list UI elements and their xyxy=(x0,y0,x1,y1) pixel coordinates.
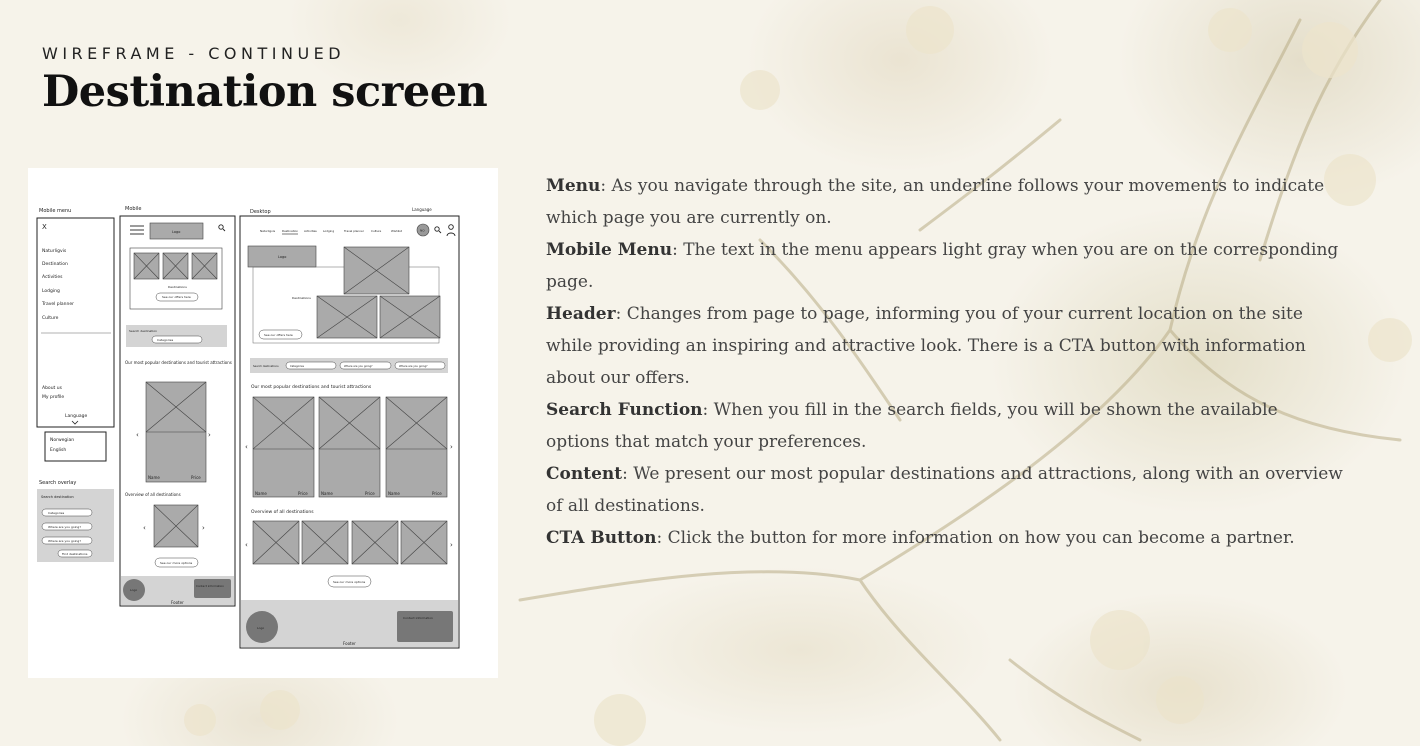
description-text: : When you fill in the search fields, you will be shown the available options that match your preferences. xyxy=(546,400,1278,452)
mobile-search-label: Search destination xyxy=(129,329,158,333)
description-text: : We present our most popular destinations and attractions, along with an overview of all destinations. xyxy=(546,464,1343,516)
desktop-language-label: Language xyxy=(412,207,432,212)
chevron-left-icon: ‹ xyxy=(245,443,248,451)
desktop-nav-item: Activities xyxy=(304,229,317,233)
desktop-hero-caption: Destinations xyxy=(292,296,311,300)
chevron-left-icon: ‹ xyxy=(136,431,139,439)
description-text: : Click the button for more information on how you can become a partner. xyxy=(656,528,1295,548)
desktop-nav-item: Wishlist xyxy=(391,229,402,233)
mobile-menu-label: Mobile menu xyxy=(39,208,72,214)
desktop-card-name: Name xyxy=(255,491,267,496)
mobile-hero-caption: Destinations xyxy=(168,285,187,289)
page-title: Destination screen xyxy=(42,67,488,117)
mobile-hero-button: See our offers here xyxy=(162,295,191,299)
language-option: English xyxy=(50,448,67,453)
description-item xyxy=(546,234,1346,298)
desktop-nav-user: NO xyxy=(420,228,425,233)
mobile-logo: Logo xyxy=(172,230,181,234)
desktop-nav-item: Naturligvis xyxy=(260,229,276,233)
desktop-nav-item: Travel planner xyxy=(344,229,364,233)
search-overlay-field: Categories xyxy=(48,511,65,515)
mobile-search-field: Categories xyxy=(157,338,174,342)
mobile-label: Mobile xyxy=(125,206,142,212)
mobile-overview-heading: Overview of all destinations xyxy=(125,492,181,497)
description-text: : As you navigate through the site, an underline follows your movements to indicate which page you are currently on. xyxy=(546,176,1325,228)
mobile-footer-cta: Contact information xyxy=(196,584,224,588)
mobile-menu-footer-item: My profile xyxy=(42,395,65,400)
desktop-nav-item: Culture xyxy=(371,229,382,233)
search-overlay-field: Where are you going? xyxy=(48,539,81,543)
desktop-logo: Logo xyxy=(278,255,287,259)
language-dropdown xyxy=(45,432,106,461)
desktop-nav-item: Lodging xyxy=(323,229,335,233)
description-item xyxy=(546,170,1346,234)
description-item xyxy=(546,298,1346,394)
desktop-search-field: Where are you going? xyxy=(399,365,428,368)
chevron-right-icon: › xyxy=(450,541,453,549)
mobile-menu-language-label: Language xyxy=(65,414,88,419)
description-item xyxy=(546,522,1346,554)
mobile-menu-close: X xyxy=(42,223,47,231)
description-text: : Changes from page to page, informing you of your current location on the site while providing an inspiring and attractive look. There is a CTA button with information about our offers. xyxy=(546,304,1306,388)
mobile-card-name: Name xyxy=(148,475,160,480)
mobile-menu-item: Lodging xyxy=(42,289,60,294)
search-overlay-heading: Search destination xyxy=(41,495,74,499)
mobile-card-price: Price xyxy=(191,475,201,480)
chevron-left-icon: ‹ xyxy=(143,524,146,532)
desktop-search-field: Where are you going? xyxy=(344,365,373,368)
description-term: Content xyxy=(546,464,623,484)
wireframe-image xyxy=(28,168,498,678)
mobile-popular-heading: Our most popular destinations and tourist attractions xyxy=(125,360,232,365)
mobile-menu-item: Travel planner xyxy=(42,302,74,307)
desktop-card-price: Price xyxy=(298,491,308,496)
description-item xyxy=(546,458,1346,522)
mobile-footer-label: Footer xyxy=(171,600,184,605)
desktop-popular-heading: Our most popular destinations and tourist attractions xyxy=(251,385,372,390)
desktop-card-price: Price xyxy=(365,491,375,496)
chevron-right-icon: › xyxy=(208,431,211,439)
desktop-footer-logo: Logo xyxy=(257,626,265,630)
description-item xyxy=(546,394,1346,458)
search-overlay-label: Search overlay xyxy=(39,480,77,486)
desktop-more-button: See our more options xyxy=(333,580,366,584)
search-overlay-button: Find destinations xyxy=(62,552,88,556)
desktop-search-label: Search destinations xyxy=(253,365,279,368)
desktop-search-field: Categories xyxy=(290,365,304,368)
mobile-menu-item: Destination xyxy=(42,262,68,267)
mobile-menu-item: Activities xyxy=(42,275,63,280)
description-term: Header xyxy=(546,304,616,324)
chevron-right-icon: › xyxy=(202,524,205,532)
description-list xyxy=(546,170,1346,554)
heading-block xyxy=(42,44,487,117)
mobile-footer-logo: Logo xyxy=(130,588,138,592)
mobile-menu-footer-item: About us xyxy=(42,386,62,391)
language-option: Norwegian xyxy=(50,438,75,443)
description-term: CTA Button xyxy=(546,528,657,548)
desktop-card-price: Price xyxy=(432,491,442,496)
chevron-left-icon: ‹ xyxy=(245,541,248,549)
desktop-footer-cta: Contact information xyxy=(403,616,433,620)
desktop-label: Desktop xyxy=(250,209,271,215)
description-term: Menu xyxy=(546,176,601,196)
description-term: Mobile Menu xyxy=(546,240,673,260)
chevron-right-icon: › xyxy=(450,443,453,451)
desktop-card-name: Name xyxy=(388,491,400,496)
mobile-menu-item: Naturligvis xyxy=(42,249,67,254)
description-term: Search Function xyxy=(546,400,703,420)
desktop-nav-item: Destination xyxy=(282,229,299,233)
mobile-more-button: See our more options xyxy=(160,561,193,565)
desktop-hero-button: See our offers here xyxy=(264,333,293,337)
desktop-footer-label: Footer xyxy=(343,641,356,646)
description-text: : The text in the menu appears light gray when you are on the corresponding page. xyxy=(546,240,1339,292)
mobile-menu-item: Culture xyxy=(42,316,59,321)
wireframe-drawing xyxy=(28,168,498,678)
search-overlay-field: Where are you going? xyxy=(48,525,81,529)
desktop-card-name: Name xyxy=(321,491,333,496)
desktop-overview-heading: Overview of all destinations xyxy=(251,510,314,515)
section-eyebrow: WIREFRAME - CONTINUED xyxy=(42,44,346,63)
